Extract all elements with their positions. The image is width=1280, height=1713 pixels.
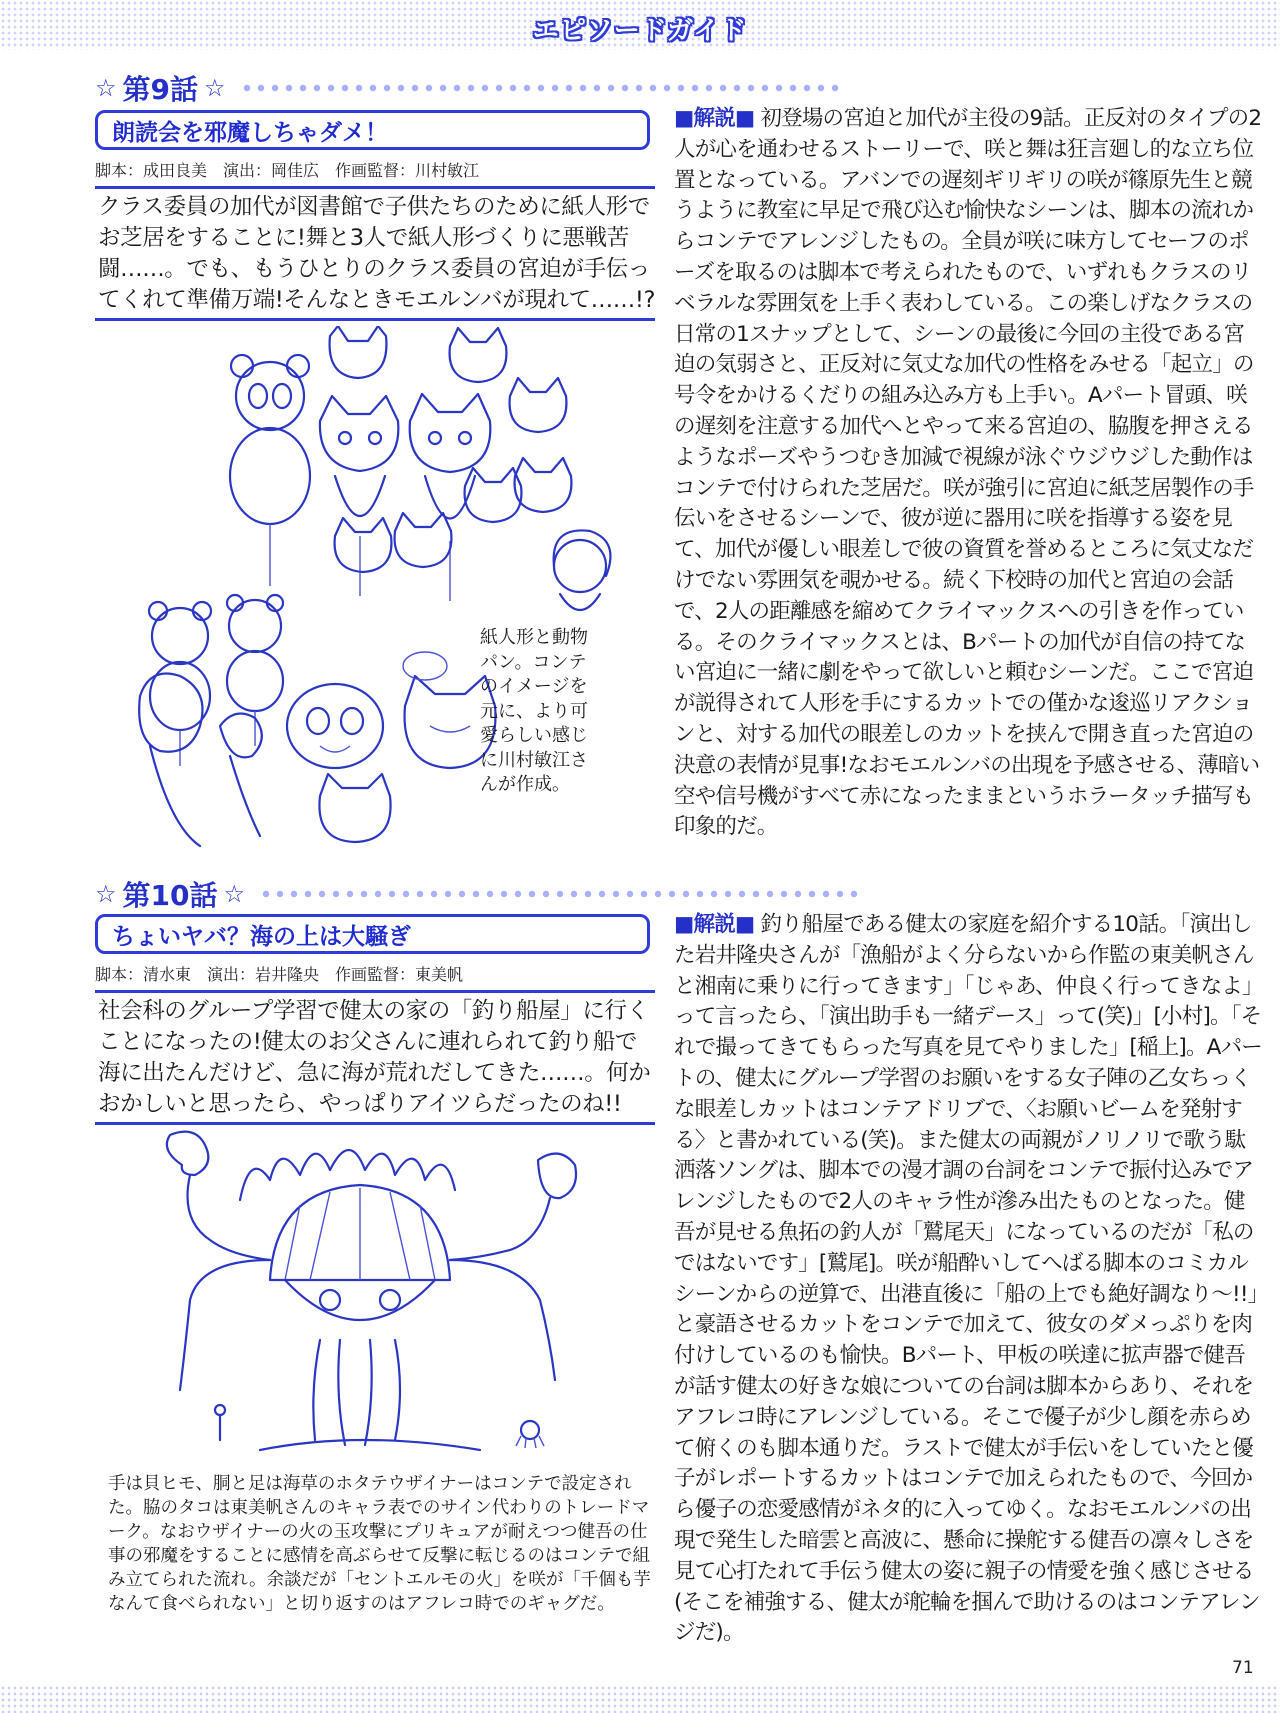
footer-band [0,1685,1280,1713]
commentary-text: 釣り船屋である健太の家庭を紹介する10話。「演出した岩井隆央さんが「漁船がよく分らないから作監の東美帆さんと湘南に乗りに行ってきます」「じゃあ、仲良く行ってきなよ」って言ったら、「演出助手も一緒デース」って(笑)」[小村]。「それで撮ってきてもらった写真を見てやりました」[稲上]。Aパートの、健太にグループ学習のお願いをする女子陣の乙女ちっくな眼差しカットはコンテアドリブで、〈お願いビームを発射する〉と書かれている(笑)。また健太の両親がノリノリで歌う駄洒落ソングは、脚本での漫才調の台詞をコンテで振付込みでアレンジしたもので2人のキャラ性が滲み出たものとなった。健吾が見せる魚拓の釣人が「鷲尾天」になっているのだが「私のではないです」[鷲尾]。咲が船酔いしてへばる脚本のコミカルシーンからの逆算で、出港直後に「船の上でも絶好調なり〜!!」と豪語させるカットをコンテで加えて、彼女のダメっぷりを肉付けしているのも愉快。Bパート、甲板の咲達に拡声器で健吾が話す健太の好きな娘についての台詞は脚本からあり、それをアフレコ時にアレンジしている。そこで優子が少し顔を赤らめて俯くのも脚本通りだ。ラストで健太が手伝いをしていたと優子がレポートするカットはコンテで加えられたもので、今回から優子の恋愛感情がネタ的に入ってゆく。なおモエルンバの出現で発生した暗雲と高波に、懸命に操舵する健吾の凛々しさを見て心打たれて手伝う健太の姿に親子の情愛を強く感じさせる(そこを補強する、健太が舵輪を掴んで助けるのはコンテアレンジだ)。 [674,912,1262,1646]
paper-puppet-sketch [120,326,660,858]
divider-line [95,186,655,189]
scallop-uzainaa-sketch [120,1130,640,1460]
episode-10-synopsis: 社会科のグループ学習で健太の家の「釣り船屋」に行くことになったの!健太のお父さんに連れられて釣り船で海に出たんだけど、急に海が荒れだしてきた……。何かおかしいと思ったら、やっぱりアイツらだったのね!! [98,998,651,1117]
episode-9-commentary [674,104,1262,843]
girl-sketch-icon [554,530,611,610]
girls-eating-sketch-icon [139,674,262,847]
dotted-divider [240,83,840,93]
cat-puppet-icon [320,396,398,596]
divider-line [95,990,655,993]
section-title: エピソードガイド [532,16,748,46]
star-icon: ☆ [204,74,226,102]
panda-bread-icon [287,684,383,768]
commentary-label: ■解説■ [674,106,755,131]
episode-number: 第9話 [122,73,198,106]
dotted-divider [259,889,859,899]
tiny-figure-icon [215,1405,225,1440]
cat-puppet-icon [330,326,572,512]
divider-line [95,1122,655,1125]
star-icon: ☆ [95,74,117,102]
panda-puppet-icon [227,595,283,746]
scallop-monster-illustration [120,1130,640,1460]
commentary-text: 初登場の宮迫と加代が主役の9話。正反対のタイプの2人が心を通わせるストーリーで、咲と舞は狂言廻し的な立ち位置となっている。アバンでの遅刻ギリギリの咲が篠原先生と競うように教室に早足で飛び込む愉快なシーンは、脚本の流れからコンテでアレンジしたもの。全員が咲に味方してセーフのポーズを取るのは脚本で考えられたもので、いずれもクラスのリベラルな雰囲気を上手く表わしている。この楽しげなクラスの日常の1スナップとして、シーンの最後に今回の主役である宮迫の気弱さと、正反対に気丈な加代の性格をみせる「起立」の号令をかけるくだりの組み込み方も上手い。Aパート冒頭、咲の遅刻を注意する加代へとやって来る宮迫の、脇腹を押さえるようなポーズやうつむき加減で視線が泳ぐウジウジした動作はコンテで付けられた芝居だ。咲が強引に宮迫に紙芝居製作の手伝いをさせるシーンで、彼が逆に器用に咲を指導する姿を見て、加代が優しい眼差しで彼の資質を誉めるところに気丈なだけでない雰囲気を覗かせる。続く下校時の加代と宮迫の会話で、2人の距離感を縮めてクライマックスへの引きを作っている。そのクライマックスとは、Bパートの加代が自信の持てない宮迫に一緒に劇をやって欲しいと頼むシーンだ。ここで宮迫が説得されて人形を手にするカットでの僅かな逡巡リアクションと、対する加代の眼差しのカットを挟んで開き直った宮迫の決意の表情が見事!なおモエルンバの出現を予感させる、薄暗い空や信号機がすべて赤になったままというホラータッチ描写も印象的だ。 [674,106,1262,840]
episode-10-commentary [674,910,1262,1649]
episode-number: 第10話 [122,879,218,912]
episode-9-synopsis: クラス委員の加代が図書館で子供たちのために紙人形でお芝居をすることに!舞と3人で紙人形づくりに悪戦苦闘……。でも、もうひとりのクラス委員の宮迫が手伝ってくれて準備万端!そんなときモエルンバが現れて……!? [98,194,656,313]
page-number: 71 [1232,1658,1254,1678]
episode-9-caption: 紙人形と動物パン。コンテのイメージを元に、より可愛らしい感じに川村敏江さんが作成。 [480,627,588,795]
cat-puppet-icon [410,394,491,601]
little-octopus-icon [516,1421,544,1448]
panda-puppet-icon [230,355,310,586]
commentary-label: ■解説■ [674,912,755,937]
star-icon: ☆ [223,880,245,908]
panda-puppet-icon [149,602,211,766]
episode-9-credits: 脚本：成田良美 演出：岡佳広 作画監督：川村敏江 [95,161,480,180]
episode-9-heading [95,70,840,106]
episode-10-caption: 手は貝ヒモ、胴と足は海草のホタテウザイナーはコンテで設定された。脇のタコは東美帆さんのキャラ表でのサイン代わりのトレードマーク。なおウザイナーの火の玉攻撃にプリキュアが耐えつつ健吾の仕事の邪魔をすることに感情を高ぶらせて反撃に転じるのはコンテで組み立てられた流れ。余談だが「セントエルモの火」を咲が「千個も芋なんて食べられない」と切り返すのはアフレコ時でのギャグだ。 [108,1474,651,1614]
episode-10-title: ちょいヤバ？海の上は大騒ぎ [95,914,650,954]
episode-9-title: 朗読会を邪魔しちゃダメ！ [95,110,650,150]
star-icon: ☆ [95,880,117,908]
cat-bread-icon [319,774,390,842]
episode-10-credits: 脚本：清水東 演出：岩井隆央 作画監督：東美帆 [95,965,464,984]
episode-10-heading [95,876,859,912]
scallop-monster-icon [167,1132,576,1450]
divider-line [95,318,655,321]
